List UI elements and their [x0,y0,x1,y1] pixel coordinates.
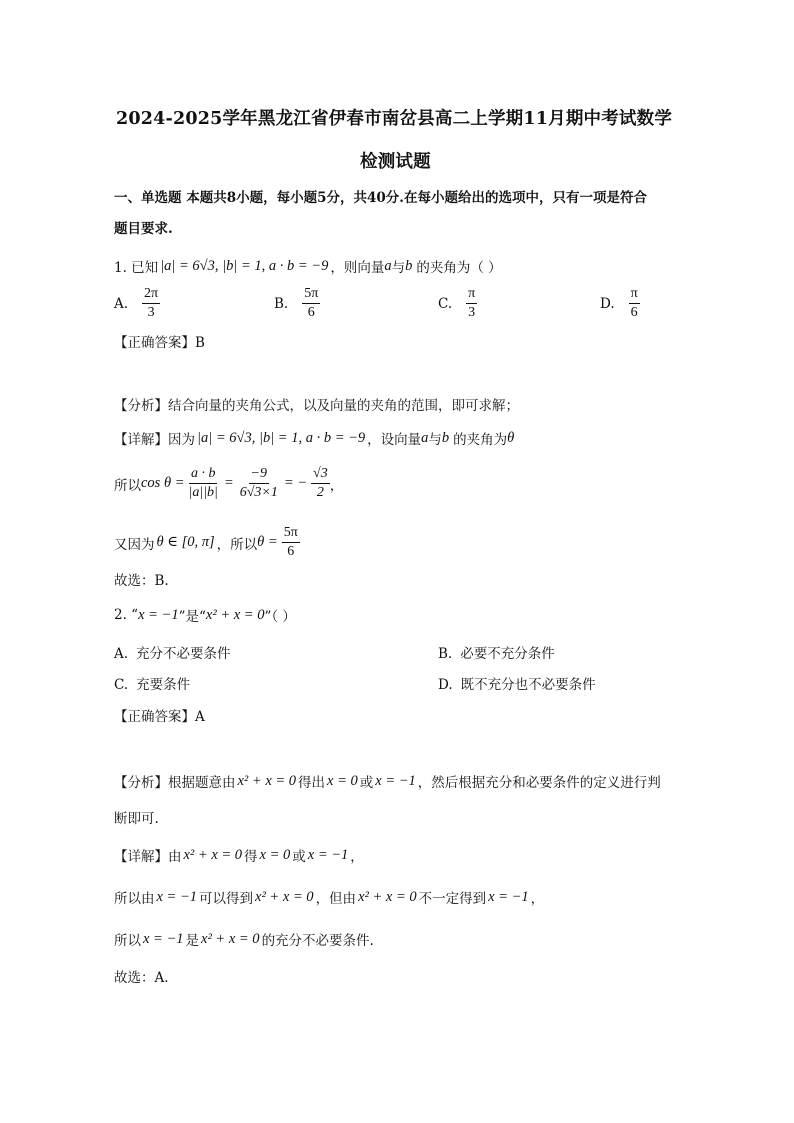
q1-so-label: 所以 [114,477,141,494]
q2-so2-b: 是 [185,933,200,949]
q2-stem-end: ”（ ） [264,609,296,625]
q1-option-a-label: A. [114,295,129,312]
q1-given: |a| = 6√3, |b| = 1, a · b = −9 [160,257,329,274]
q1-option-a-num: 2π [142,286,160,304]
q2-so1-e: ， [530,891,545,907]
q1-frac3-den: 2 [316,485,324,500]
q1-option-d [600,286,640,321]
q1-frac3-num: √3 [311,466,330,484]
q2-analysis-line-2: 断即可. [114,811,159,827]
q1-vec-a: a [384,257,392,274]
q2-option-a-text: 充分不必要条件 [136,646,231,662]
q2-so-line-1 [114,887,544,907]
q1-eq-sign-2: = − [283,475,308,491]
q2-so1-x: x = −1 [156,888,198,905]
q1-detail-end: 的夹角为 [453,432,508,448]
q2-detail-x0: x = 0 [259,846,291,863]
q1-option-d-den: 6 [630,305,638,320]
q2-stem-cond2: x² + x = 0 [205,606,265,623]
q1-detail-and: 与 [428,432,442,448]
q2-stem-prefix: 2. “ [114,607,139,623]
q2-so1-b: 可以得到 [199,891,254,907]
q1-cos: cos θ = [141,475,185,491]
q2-option-d [438,673,596,693]
q2-detail-c: ， [350,849,364,865]
q2-choose: 故选：A. [114,970,169,986]
q1-answer: 【正确答案】B [114,335,205,351]
q2-analysis-a: 【分析】根据题意由 [114,775,236,791]
q1-option-a [114,286,160,321]
q1-ask2: 的夹角为（ ） [416,260,502,276]
q2-option-b-label: B. [438,646,453,662]
q1-theta-eq: θ = [257,534,278,550]
q1-prefix: 1. 已知 [114,260,159,276]
q2-detail [114,845,364,865]
q2-option-b [438,642,555,662]
q2-analysis-x0: x = 0 [327,772,358,789]
q2-option-d-text: 既不充分也不必要条件 [460,677,596,693]
q1-option-b [274,286,320,321]
q2-stem [114,605,296,625]
q1-detail-mid: ，设向量 [367,432,422,448]
q1-range-line [114,525,300,560]
q2-detail-x1: x = −1 [307,846,349,863]
q1-so2: ，所以 [216,536,258,553]
q1-vec-b: b [405,257,413,274]
q2-so2-x: x = −1 [143,930,184,947]
q1-option-c-den: 3 [468,305,476,320]
q1-option-a-den: 3 [147,305,155,320]
q1-eq-sign-1: = [223,475,234,491]
q1-detail-theta: θ [507,429,515,446]
q1-frac1-den: |a||b| [188,485,218,500]
q1-frac1-num: a · b [189,466,218,484]
q2-answer: 【正确答案】A [114,709,205,725]
section-header-line-2: 题目要求. [114,221,173,237]
q1-option-b-label: B. [274,295,289,312]
q2-analysis-x1: x = −1 [375,772,416,789]
q1-option-c-label: C. [438,295,453,312]
q2-so2-a: 所以 [114,933,141,949]
q2-analysis-b: 得出 [298,775,326,791]
q1-cos-formula [114,466,343,501]
q1-ask: ，则向量 [330,260,385,276]
q2-detail-eq: x² + x = 0 [183,846,243,863]
q1-again: 又因为 [114,536,155,553]
q2-so-line-2 [114,929,374,949]
q2-so1-d: 不一定得到 [418,891,487,907]
q1-option-b-num: 5π [302,286,320,304]
q1-detail-label: 【详解】因为 [114,432,195,448]
q2-option-a-label: A. [114,646,129,662]
q2-stem-cond: x = −1 [138,606,179,623]
q1-detail-given: |a| = 6√3, |b| = 1, a · b = −9 [197,429,366,446]
q1-stem [114,256,502,276]
q2-detail-b: 得 [244,849,258,865]
q2-so1-c: ，但由 [315,891,357,907]
q1-option-c-num: π [466,286,477,304]
q2-analysis-or: 或 [359,775,374,791]
q1-comma: ， [329,477,344,494]
q2-analysis-eq: x² + x = 0 [237,772,297,789]
q2-so1-eq: x² + x = 0 [255,888,314,905]
q2-so1-x2: x = −1 [488,888,529,905]
q2-so2-eq: x² + x = 0 [201,930,260,947]
q2-option-a [114,642,231,662]
q2-detail-a: 【详解】由 [114,849,182,865]
q1-analysis: 【分析】结合向量的夹角公式，以及向量的夹角的范围，即可求解； [114,398,519,414]
q2-analysis-line-1 [114,771,661,791]
q1-range: θ ∈ [0, π] [156,534,215,550]
q1-res-den: 6 [287,544,295,559]
q2-analysis-c: ，然后根据充分和必要条件的定义进行判 [417,775,661,791]
q1-and: 与 [391,260,406,276]
q1-detail-vec-b: b [441,429,450,446]
q1-detail-vec-a: a [421,429,429,446]
q2-option-d-label: D. [438,677,453,693]
q2-stem-mid: ”是“ [178,609,206,625]
q1-frac2-num: −9 [249,466,269,484]
q1-detail [114,428,514,448]
q2-option-c-label: C. [114,677,129,693]
q2-option-c [114,673,190,693]
q1-option-c [438,286,477,321]
section-header-line-1: 一、单选题 本题共8小题，每小题5分，共40分.在每小题给出的选项中，只有一项是符合 [114,190,647,206]
q1-res-num: 5π [282,525,300,543]
title-line-1: 2024-2025学年黑龙江省伊春市南岔县高二上学期11月期中考试数学 [116,109,673,129]
q1-choose: 故选：B. [114,573,169,589]
q1-option-d-label: D. [600,295,615,312]
q2-option-c-text: 充要条件 [136,677,191,693]
q2-so2-c: 的充分不必要条件. [261,933,374,949]
q2-so1-a: 所以由 [114,891,155,907]
q2-detail-or: 或 [292,849,306,865]
q2-option-b-text: 必要不充分条件 [460,646,555,662]
q1-frac2-den: 6√3×1 [239,485,278,500]
q1-option-d-num: π [629,286,640,304]
title-line-2: 检测试题 [360,152,431,172]
q2-so1-eq2: x² + x = 0 [358,888,417,905]
q1-option-b-den: 6 [307,305,315,320]
